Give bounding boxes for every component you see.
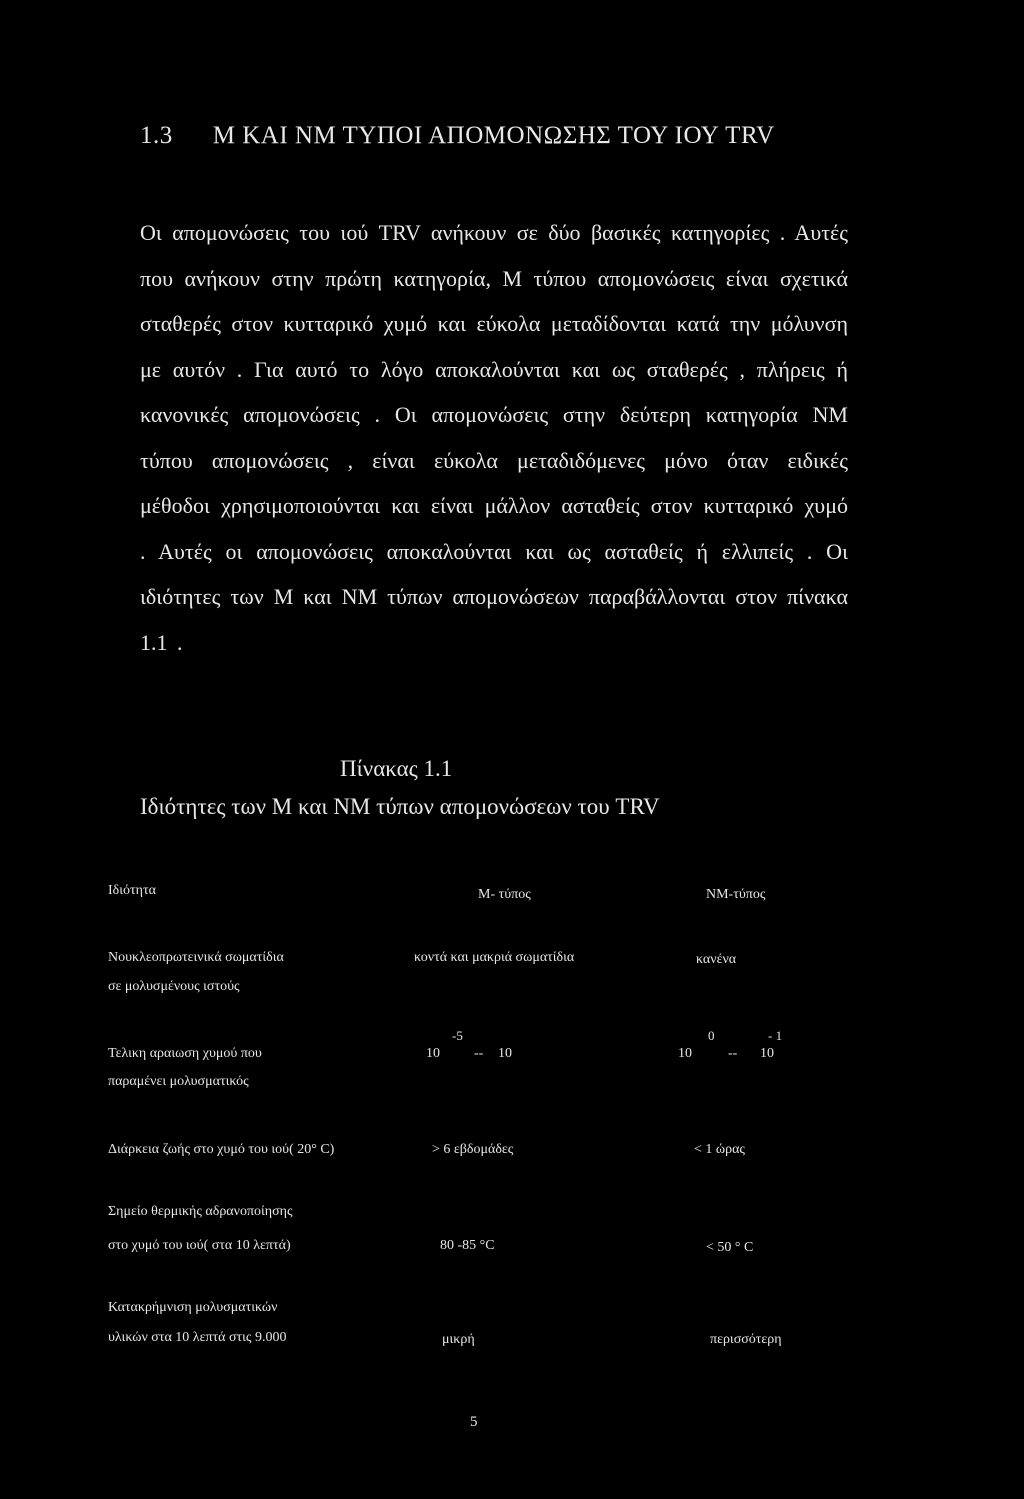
row2-property-line1: Τελικη αραιωση χυμού που [108, 1046, 262, 1061]
header-nm-type: ΝΜ-τύπος [706, 887, 766, 902]
body-paragraph: Οι απομονώσεις του ιού TRV ανήκουν σε δύο βασικές κατηγορίες . Αυτές που ανήκουν στην πρώτη κατηγορία, Μ τύπου απομονώσεις είναι σχετικά σταθερές στον κυτταρικό χυμό και εύκολα μεταδίδονται κατά την μόλυνση με αυτόν . Για αυτό το λόγο αποκαλούνται και ως σταθερές , πλήρεις ή κανονικές απομονώσεις . Οι απομονώσεις στην δεύτερη κατηγορία ΝΜ τύπου απομονώσεις , είναι εύκολα μεταδιδόμενες μόνο όταν ειδικές μέθοδοι χρησιμοποιούνται και είναι μάλλον ασταθείς στον κυτταρικό χυμό . Αυτές οι απομονώσεις αποκαλούνται και ως ασταθείς ή ελλιπείς . Οι ιδιότητες των Μ και ΝΜ τύπων απομονώσεων παραβάλλονται στον πίνακα 1.1 . [140, 220, 848, 655]
header-property: Ιδιότητα [108, 883, 156, 898]
row2-m-base: 10 [426, 1046, 440, 1061]
section-title: Μ ΚΑΙ ΝΜ ΤΥΠΟΙ ΑΠΟΜΟΝΩΣΗΣ ΤΟΥ ΙΟΥ TRV [212, 122, 775, 149]
table-label: Πίνακας 1.1 [340, 756, 453, 781]
row4-nm-value: < 50 ° C [706, 1240, 754, 1255]
row2-nm-base: 10 [678, 1046, 692, 1061]
row5-m-value: μικρή [442, 1332, 475, 1347]
row2-nm-end-exponent: - 1 [768, 1028, 783, 1043]
row2-m-exponent: -5 [452, 1028, 463, 1043]
row5-property-line1: Κατακρήμνιση μολυσματικών [108, 1300, 278, 1315]
row1-property-line2: σε μολυσμένους ιστούς [108, 979, 240, 994]
row3-property: Διάρκεια ζωής στο χυμό του ιού( 20° C) [108, 1142, 335, 1157]
row2-m-separator: -- [474, 1046, 484, 1061]
row5-nm-value: περισσότερη [710, 1332, 782, 1347]
row3-m-value: > 6 εβδομάδες [432, 1142, 514, 1157]
section-heading [140, 122, 775, 150]
row4-property-line1: Σημείο θερμικής αδρανοποίησης [108, 1204, 293, 1219]
row4-m-value: 80 -85 °C [440, 1238, 495, 1253]
row3-nm-value: < 1 ώρας [694, 1142, 745, 1157]
row1-property-line1: Νουκλεοπρωτεινικά σωματίδια [108, 950, 284, 965]
row1-m-value: κοντά και μακριά σωματίδια [414, 950, 575, 965]
row2-nm-separator: -- [728, 1046, 738, 1061]
section-number: 1.3 [140, 122, 173, 149]
row2-m-end: 10 [498, 1046, 512, 1061]
header-m-type: Μ- τύπος [478, 887, 531, 902]
row2-nm-end: 10 [760, 1046, 774, 1061]
table-caption: Ιδιότητες των Μ και ΝΜ τύπων απομονώσεων του TRV [140, 794, 660, 819]
row2-nm-exponent: 0 [708, 1028, 715, 1043]
row5-property-line2: υλικών στα 10 λεπτά στις 9.000 [108, 1330, 287, 1345]
row4-property-line2: στο χυμό του ιού( στα 10 λεπτά) [108, 1238, 291, 1253]
row1-nm-value: κανένα [696, 952, 737, 967]
page-number: 5 [470, 1414, 478, 1430]
row2-property-line2: παραμένει μολυσματικός [108, 1074, 249, 1089]
